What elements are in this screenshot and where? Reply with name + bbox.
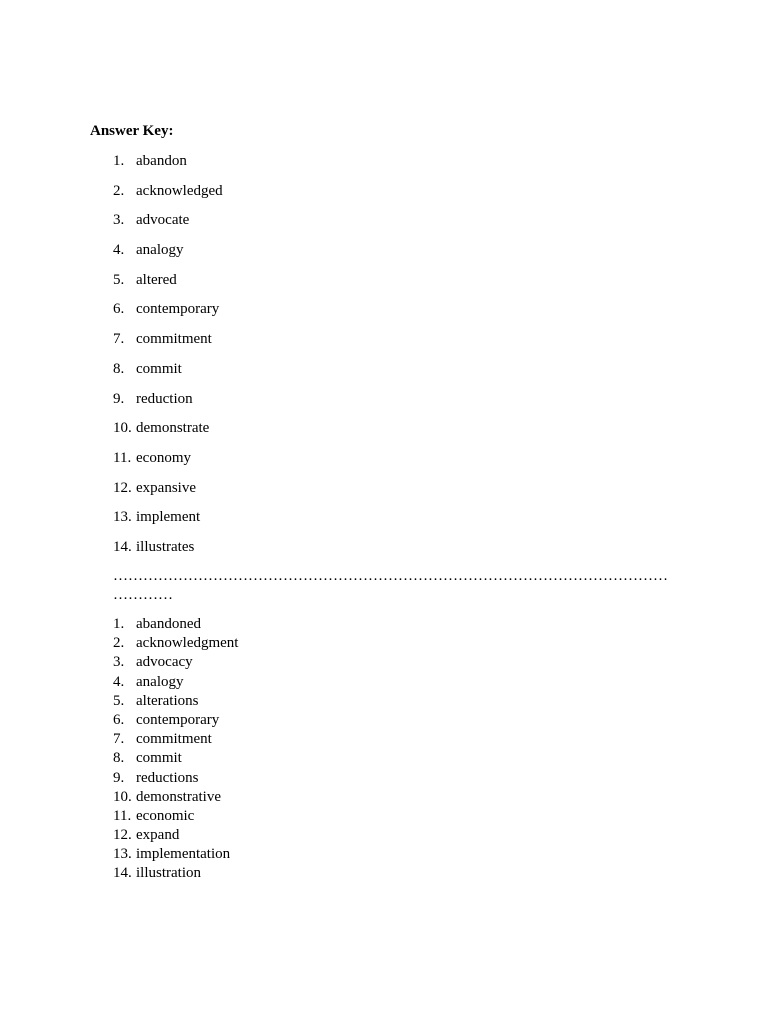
list-item (113, 300, 223, 318)
item-number: 12. (113, 827, 132, 844)
item-number: 12. (113, 479, 132, 496)
item-word: reductions (136, 769, 199, 786)
answer-key-heading: Answer Key: (90, 123, 174, 139)
item-number: 3. (113, 654, 125, 671)
item-number: 4. (113, 242, 125, 259)
item-number: 6. (113, 301, 125, 318)
item-word: commit (136, 750, 182, 767)
item-word: implementation (136, 846, 231, 863)
item-number: 13. (113, 846, 132, 863)
item-word: illustration (136, 865, 201, 882)
item-number: 2. (113, 182, 125, 199)
item-word: demonstrate (136, 420, 210, 437)
item-number: 10. (113, 788, 132, 805)
item-number: 11. (113, 449, 132, 466)
list-item (113, 508, 223, 526)
list-item (113, 692, 238, 710)
item-number: 8. (113, 750, 125, 767)
item-word: implement (136, 509, 201, 526)
item-number: 14. (113, 865, 132, 882)
item-number: 5. (113, 271, 125, 288)
item-word: expand (136, 827, 180, 844)
list-item (113, 711, 238, 729)
answer-list-secondary (113, 615, 238, 884)
list-item (113, 419, 223, 437)
item-word: commit (136, 360, 182, 377)
item-number: 14. (113, 538, 132, 555)
list-item (113, 360, 223, 378)
list-item (113, 730, 238, 748)
item-number: 8. (113, 360, 125, 377)
item-word: abandoned (136, 616, 201, 632)
item-word: economy (136, 449, 191, 466)
list-item (113, 479, 223, 497)
list-item (113, 449, 223, 467)
list-item (113, 826, 238, 844)
item-number: 7. (113, 331, 125, 348)
item-word: analogy (136, 673, 184, 690)
item-number: 1. (113, 616, 125, 632)
item-word: economic (136, 807, 195, 824)
item-word: reduction (136, 390, 193, 407)
item-number: 13. (113, 509, 132, 526)
item-word: contemporary (136, 301, 220, 318)
list-item (113, 390, 223, 408)
item-word: acknowledgment (136, 635, 239, 652)
item-number: 5. (113, 692, 125, 709)
list-item (113, 788, 238, 806)
list-item (113, 152, 223, 170)
dotted-divider: …………………………………………………………………………………………………………… (113, 568, 668, 603)
item-word: expansive (136, 479, 196, 496)
answer-list-primary (113, 152, 223, 568)
item-word: demonstrative (136, 788, 221, 805)
list-item (113, 653, 238, 671)
item-number: 1. (113, 153, 125, 169)
item-word: commitment (136, 731, 212, 748)
item-number: 9. (113, 390, 125, 407)
list-item (113, 211, 223, 229)
list-item (113, 271, 223, 289)
list-item (113, 749, 238, 767)
list-item (113, 615, 238, 633)
list-item (113, 673, 238, 691)
item-word: acknowledged (136, 182, 223, 199)
item-number: 10. (113, 420, 132, 437)
item-word: contemporary (136, 711, 220, 728)
item-number: 3. (113, 212, 125, 229)
list-item (113, 182, 223, 200)
item-number: 4. (113, 673, 125, 690)
list-item (113, 864, 238, 882)
item-word: advocate (136, 212, 190, 229)
list-item (113, 845, 238, 863)
item-word: alterations (136, 692, 199, 709)
list-item (113, 241, 223, 259)
item-number: 2. (113, 635, 125, 652)
list-item (113, 538, 223, 556)
item-number: 9. (113, 769, 125, 786)
item-number: 6. (113, 711, 125, 728)
item-word: commitment (136, 331, 212, 348)
item-word: analogy (136, 242, 184, 259)
item-word: advocacy (136, 654, 193, 671)
list-item (113, 807, 238, 825)
list-item (113, 330, 223, 348)
list-item (113, 634, 238, 652)
item-word: altered (136, 271, 177, 288)
item-number: 7. (113, 731, 125, 748)
item-number: 11. (113, 807, 132, 824)
item-word: illustrates (136, 538, 195, 555)
item-word: abandon (136, 153, 187, 169)
list-item (113, 769, 238, 787)
